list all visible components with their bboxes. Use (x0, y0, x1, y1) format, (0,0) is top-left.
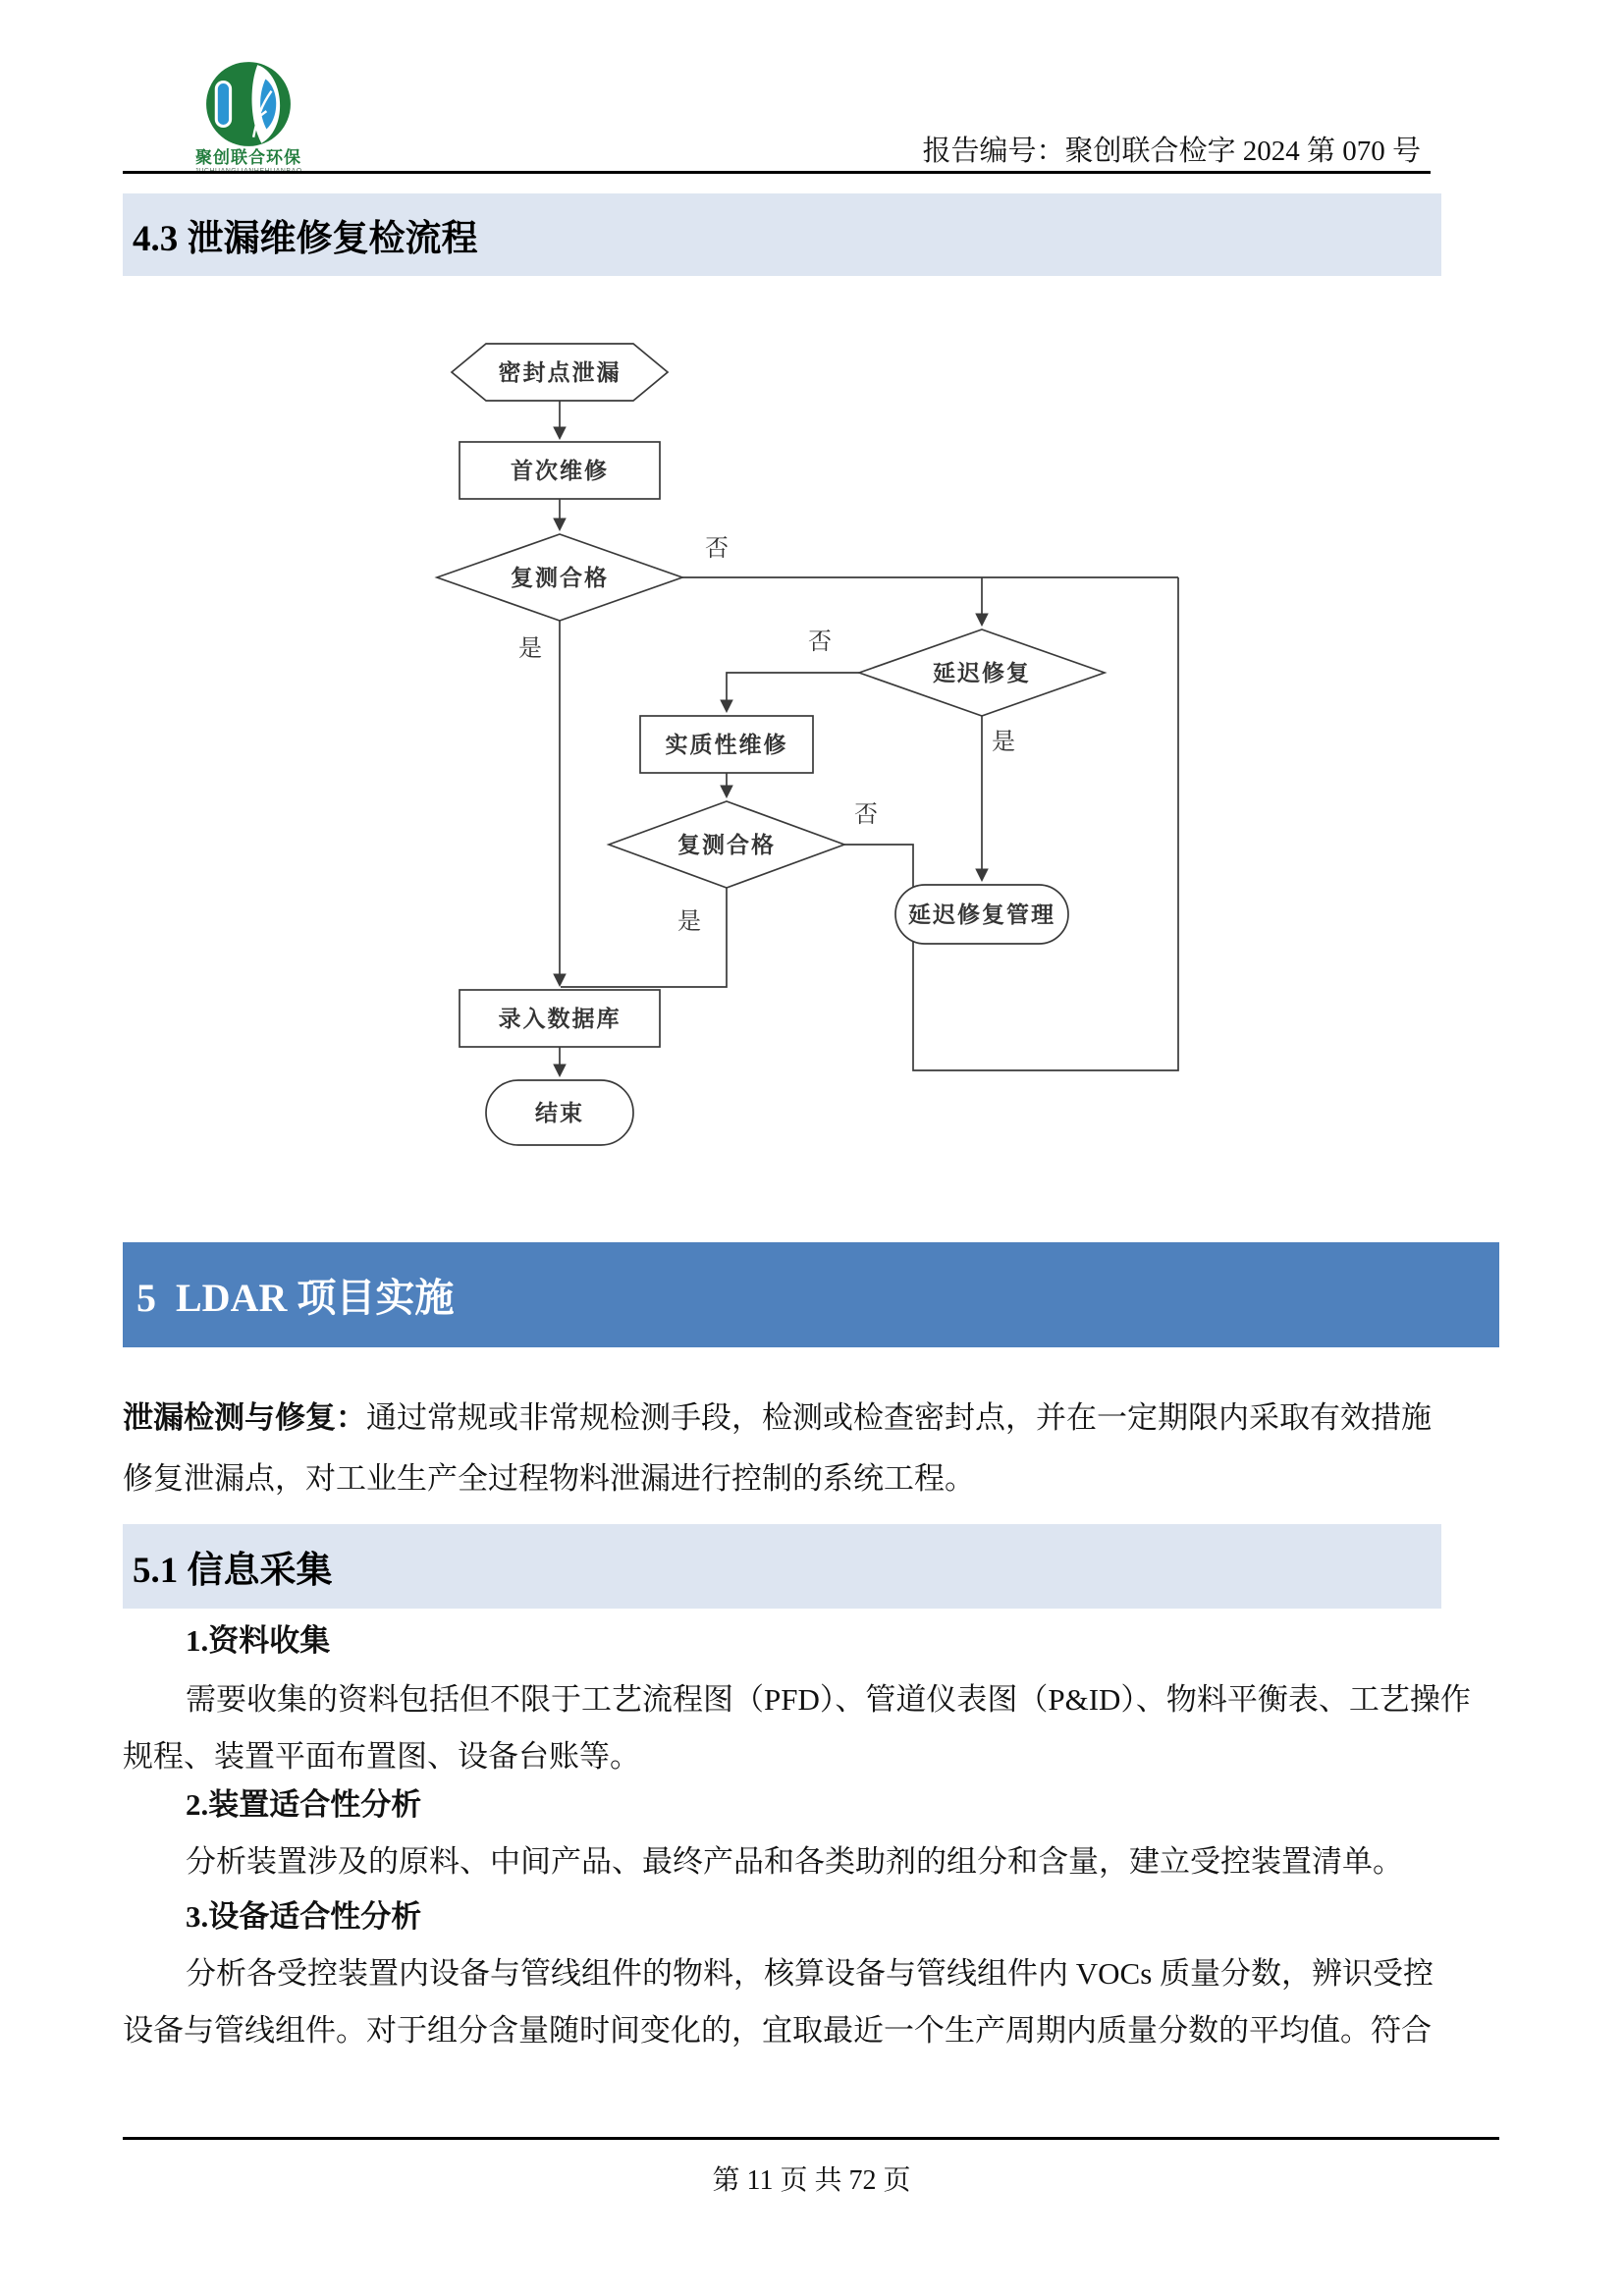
item-2-title: 2.装置适合性分析 (186, 1787, 422, 1822)
flow-node-retest2 (609, 801, 844, 888)
flow-node-end-label: 结束 (535, 1101, 584, 1125)
flow-node-delayed-repair-management (895, 885, 1068, 944)
item-3-title: 3.设备适合性分析 (186, 1899, 422, 1934)
yes-label-retest2: 是 (677, 909, 701, 935)
flow-node-substantive-repair (640, 716, 813, 773)
section-5-1-title: 5.1 信息采集 (133, 1551, 333, 1591)
section-5-title: 5 LDAR 项目实施 (136, 1276, 455, 1320)
item-1-title: 1.资料收集 (186, 1623, 331, 1658)
item-1-line2: 规程、装置平面布置图、设备台账等。 (123, 1739, 640, 1774)
flow-node-start-label: 密封点泄漏 (498, 360, 622, 385)
flow-line-retest2-yes-merge (561, 888, 727, 987)
logo-bar-icon (216, 82, 230, 127)
flow-node-first-repair-label: 首次维修 (511, 459, 609, 483)
no-label-retest1: 否 (705, 536, 729, 562)
flow-node-delayed-repair-management-label: 延迟修复管理 (908, 902, 1055, 927)
flow-line-delayed-repair-no (727, 673, 859, 711)
company-logo-emblem (203, 59, 294, 149)
ldar-definition-lead: 泄漏检测与修复： (123, 1400, 366, 1435)
item-3-line2: 设备与管线组件。对于组分含量随时间变化的，宜取最近一个生产周期内质量分数的平均值。符合 (123, 2013, 1432, 2048)
no-label-delayed-repair: 否 (808, 629, 832, 655)
section-4-3-heading (123, 193, 1441, 276)
flow-node-start (452, 344, 668, 401)
flow-node-delayed-repair-label: 延迟修复 (933, 661, 1031, 685)
flow-node-retest1 (437, 534, 682, 621)
flow-node-first-repair (460, 442, 660, 499)
report-number: 报告编号：聚创联合检字 2024 第 070 号 (922, 136, 1421, 167)
section-5-1-heading (123, 1524, 1441, 1609)
ldar-definition-text1: 通过常规或非常规检测手段，检测或检查密封点，并在一定期限内采取有效措施 (366, 1400, 1432, 1435)
item-3-line1: 分析各受控装置内设备与管线组件的物料，核算设备与管线组件内 VOCs 质量分数，辨识受控 (186, 1956, 1434, 1991)
flow-node-retest2-label: 复测合格 (677, 833, 776, 857)
yes-label-retest1: 是 (518, 636, 542, 662)
footer-divider (123, 2137, 1499, 2140)
flow-node-enter-database (460, 990, 660, 1047)
flow-node-substantive-repair-label: 实质性维修 (665, 733, 788, 757)
logo-company-name: 聚创联合环保 (195, 148, 301, 167)
page-number: 第 11 页 共 72 页 (712, 2165, 911, 2196)
section-4-3-title: 4.3 泄漏维修复检流程 (133, 219, 478, 259)
ldar-definition-line2: 修复泄漏点，对工业生产全过程物料泄漏进行控制的系统工程。 (123, 1461, 975, 1496)
flow-node-retest1-label: 复测合格 (511, 566, 609, 590)
header-divider (123, 171, 1431, 174)
flow-node-delayed-repair (859, 629, 1105, 716)
yes-label-delayed-repair: 是 (992, 730, 1015, 755)
company-logo (170, 59, 327, 176)
ldar-definition-line1 (123, 1393, 1432, 1437)
flow-node-end (486, 1080, 633, 1145)
item-1-line1: 需要收集的资料包括但不限于工艺流程图（PFD）、管道仪表图（P&ID）、物料平衡表、工艺操作 (186, 1682, 1471, 1717)
item-2-line1: 分析装置涉及的原料、中间产品、最终产品和各类助剂的组分和含量，建立受控装置清单。 (186, 1844, 1403, 1879)
no-label-retest2: 否 (854, 802, 878, 828)
section-5-banner (123, 1242, 1499, 1347)
flow-node-enter-database-label: 录入数据库 (498, 1007, 622, 1031)
leak-repair-recheck-flowchart (324, 329, 1257, 1164)
